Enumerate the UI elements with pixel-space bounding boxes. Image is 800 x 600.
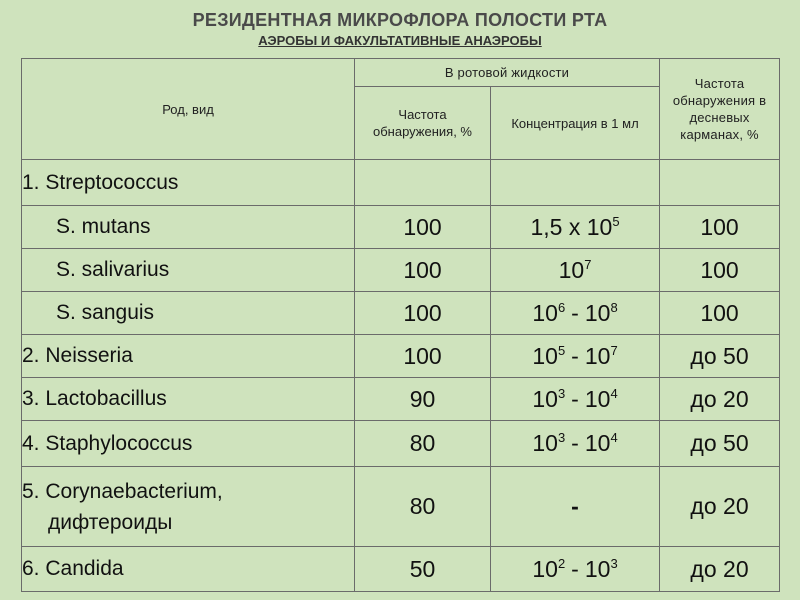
species-name: S. sanguis (22, 292, 355, 335)
concentration-cell: $10^6 - 10^8$ (491, 292, 660, 335)
genus-name: 2. Neisseria (22, 335, 355, 378)
header-frequency: Частота обнаружения, % (355, 87, 491, 160)
genus-name: 3. Lactobacillus (22, 378, 355, 421)
pocket-frequency-cell: 100 (660, 249, 780, 292)
genus-name (22, 467, 355, 547)
concentration-cell: $10^3 - 10^4$ (491, 378, 660, 421)
genus-name: 6. Candida (22, 547, 355, 592)
genus-name: 1. Streptococcus (22, 160, 355, 206)
page-subtitle: АЭРОБЫ И ФАКУЛЬТАТИВНЫЕ АНАЭРОБЫ (258, 33, 542, 48)
concentration-cell (491, 160, 660, 206)
pocket-frequency-cell: до 20 (660, 378, 780, 421)
pocket-frequency-cell: 100 (660, 206, 780, 249)
table-row (22, 335, 780, 378)
frequency-cell: 100 (355, 249, 491, 292)
concentration-cell: - (491, 467, 660, 547)
table-row (22, 547, 780, 592)
header-pocket-frequency: Частота обнаружения в десневых карманах, % (660, 59, 780, 160)
pocket-frequency-cell: до 50 (660, 335, 780, 378)
frequency-cell: 80 (355, 421, 491, 467)
header-concentration: Концентрация в 1 мл (491, 87, 660, 160)
frequency-cell: 100 (355, 292, 491, 335)
table-row (22, 421, 780, 467)
frequency-cell: 90 (355, 378, 491, 421)
frequency-cell: 100 (355, 206, 491, 249)
frequency-cell (355, 160, 491, 206)
frequency-cell: 100 (355, 335, 491, 378)
page-title: РЕЗИДЕНТНАЯ МИКРОФЛОРА ПОЛОСТИ РТА (192, 10, 608, 30)
table-row (22, 378, 780, 421)
pocket-frequency-cell: до 50 (660, 421, 780, 467)
frequency-cell: 50 (355, 547, 491, 592)
pocket-frequency-cell (660, 160, 780, 206)
microflora-table (21, 58, 780, 592)
pocket-frequency-cell: до 20 (660, 467, 780, 547)
table-row (22, 249, 780, 292)
genus-name: 4. Staphylococcus (22, 421, 355, 467)
concentration-cell: $10^5 - 10^7$ (491, 335, 660, 378)
frequency-cell: 80 (355, 467, 491, 547)
pocket-frequency-cell: до 20 (660, 547, 780, 592)
genus-name-line2: дифтероиды (48, 510, 173, 534)
pocket-frequency-cell: 100 (660, 292, 780, 335)
concentration-cell: 1,5 x $10^5$ (491, 206, 660, 249)
header-genus: Род, вид (22, 59, 355, 160)
concentration-cell: $10^2 - 10^3$ (491, 547, 660, 592)
table-row (22, 467, 780, 547)
species-name: S. salivarius (22, 249, 355, 292)
concentration-cell: $10^7$ (491, 249, 660, 292)
table-row (22, 292, 780, 335)
genus-name-line1: 5. Corynaebacterium, (22, 479, 223, 503)
table-row (22, 160, 780, 206)
species-name: S. mutans (22, 206, 355, 249)
table-row (22, 206, 780, 249)
concentration-cell: $10^3 - 10^4$ (491, 421, 660, 467)
header-in-fluid: В ротовой жидкости (355, 59, 660, 87)
